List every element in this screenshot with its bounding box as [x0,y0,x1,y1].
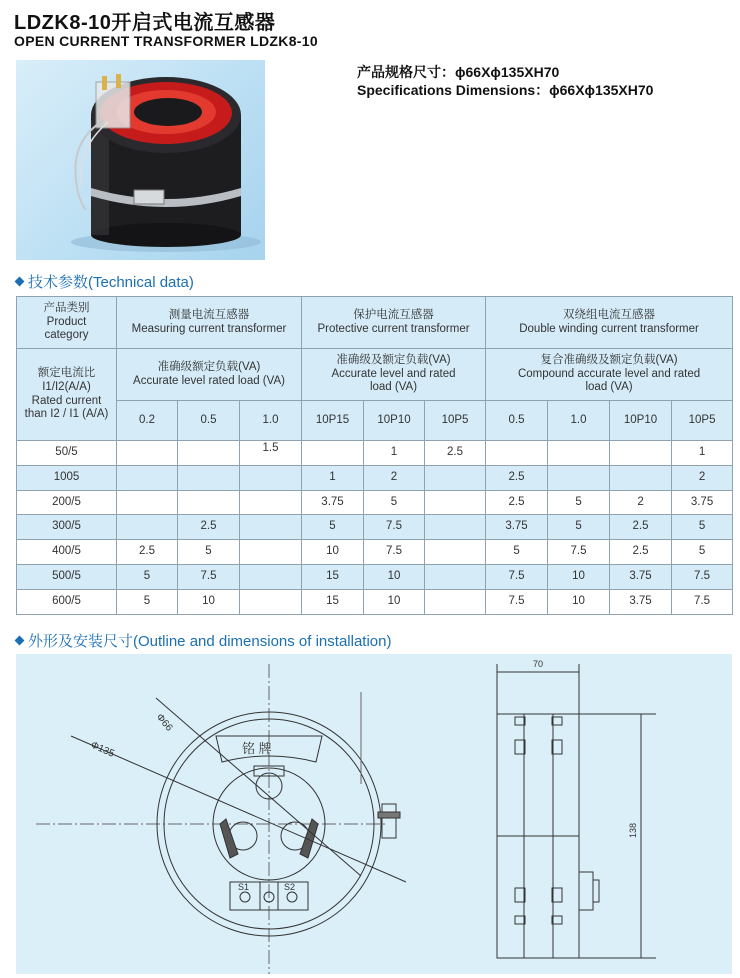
value-cell [425,465,486,490]
value-cell [240,490,302,515]
value-cell: 7.5 [178,564,240,589]
value-cell: 10 [548,589,610,614]
dim-phi135: Φ135 [88,739,116,760]
value-cell: 10 [364,564,425,589]
value-cell: 5 [672,515,733,540]
value-cell: 7.5 [364,540,425,565]
value-cell: 10 [302,540,364,565]
technical-data-table [16,296,733,615]
value-cell: 7.5 [364,515,425,540]
value-cell [178,441,240,466]
value-cell: 3.75 [610,564,672,589]
value-cell [240,589,302,614]
value-cell [486,441,548,466]
section-technical-label: 技术参数(Technical data) [28,274,194,291]
value-cell: 5 [672,540,733,565]
value-cell [425,515,486,540]
value-cell [240,515,302,540]
value-cell: 7.5 [672,564,733,589]
ratio-cell: 400/5 [17,540,117,565]
value-cell: 2.5 [486,490,548,515]
value-cell: 2.5 [610,515,672,540]
value-cell [178,490,240,515]
value-cell [117,515,178,540]
value-cell: 5 [302,515,364,540]
value-cell: 1 [364,441,425,466]
terminal-s1-label: S1 [238,882,250,892]
class-cell: 10P5 [672,401,733,441]
value-cell: 15 [302,564,364,589]
value-cell [425,490,486,515]
value-cell: 7.5 [486,589,548,614]
value-cell [425,564,486,589]
class-cell: 1.0 [240,401,302,441]
value-cell [240,564,302,589]
ratio-cell: 200/5 [17,490,117,515]
value-cell: 5 [364,490,425,515]
value-cell: 2 [672,465,733,490]
class-cell: 0.5 [486,401,548,441]
header-measuring: 测量电流互感器 Measuring current transformer [117,297,302,349]
value-cell: 10 [178,589,240,614]
value-cell [548,441,610,466]
value-cell: 2 [364,465,425,490]
value-cell: 5 [117,589,178,614]
class-cell: 0.5 [178,401,240,441]
value-cell [425,589,486,614]
value-cell: 1.5 [240,441,302,466]
value-cell: 3.75 [486,515,548,540]
class-cell: 10P5 [425,401,486,441]
value-cell: 7.5 [486,564,548,589]
value-cell: 5 [486,540,548,565]
table-row [17,540,733,565]
header-protective-sub: 准确级及额定负载(VA) Accurate level and rated load (VA) [302,349,486,401]
value-cell: 2.5 [486,465,548,490]
header-protective: 保护电流互感器 Protective current transformer [302,297,486,349]
value-cell: 5 [178,540,240,565]
table-row [17,564,733,589]
header-double: 双绕组电流互感器 Double winding current transformer [486,297,733,349]
nameplate-label: 铭 牌 [242,741,272,756]
value-cell: 7.5 [672,589,733,614]
page-title: LDZK8-10开启式电流互感器 [14,12,276,34]
value-cell: 2.5 [178,515,240,540]
value-cell [610,465,672,490]
section-technical-heading [16,271,194,292]
value-cell: 3.75 [302,490,364,515]
value-cell [117,441,178,466]
dim-width-label: 70 [533,659,544,669]
header-category: 产品类别 Product category [17,297,117,349]
dim-phi66: Φ66 [153,711,175,734]
value-cell: 7.5 [548,540,610,565]
product-photo [16,60,265,260]
spec-en: Specifications Dimensions：ϕ66Xϕ135XH70 [357,82,654,98]
class-cell: 10P10 [610,401,672,441]
value-cell [117,490,178,515]
header-double-sub: 复合准确级及额定负载(VA) Compound accurate level and rated load (VA) [486,349,733,401]
class-cell: 10P10 [364,401,425,441]
ratio-cell: 1005 [17,465,117,490]
table-row [17,589,733,614]
value-cell: 2 [610,490,672,515]
header-measuring-sub: 准确级额定负载(VA) Accurate level rated load (VA) [117,349,302,401]
value-cell: 1 [302,465,364,490]
table-row [17,441,733,466]
value-cell [240,540,302,565]
value-cell [425,540,486,565]
value-cell [117,465,178,490]
value-cell: 2.5 [425,441,486,466]
class-cell: 1.0 [548,401,610,441]
table-row [17,490,733,515]
value-cell: 1 [672,441,733,466]
value-cell: 5 [548,515,610,540]
value-cell [240,465,302,490]
ratio-cell: 300/5 [17,515,117,540]
value-cell: 3.75 [672,490,733,515]
value-cell: 5 [117,564,178,589]
table-row [17,515,733,540]
dim-height-label: 138 [628,822,638,838]
value-cell: 2.5 [610,540,672,565]
value-cell [302,441,364,466]
outline-drawing [16,654,732,974]
section-outline-label: 外形及安装尺寸(Outline and dimensions of installation) [28,633,392,650]
class-cell: 10P15 [302,401,364,441]
value-cell [548,465,610,490]
value-cell: 10 [364,589,425,614]
value-cell: 10 [548,564,610,589]
value-cell [610,441,672,466]
class-cell: 0.2 [117,401,178,441]
value-cell: 3.75 [610,589,672,614]
terminal-s2-label: S2 [284,882,296,892]
diamond-bullet-icon [15,276,25,286]
diamond-bullet-icon [15,635,25,645]
value-cell: 5 [548,490,610,515]
spec-cn: 产品规格尺寸：ϕ66Xϕ135XH70 [357,64,560,80]
value-cell [178,465,240,490]
ratio-cell: 600/5 [17,589,117,614]
header-rated: 额定电流比 I1/I2(A/A) Rated current than I2 / I1 (A/A) [17,349,117,441]
section-outline-heading [16,630,391,651]
page-subtitle: OPEN CURRENT TRANSFORMER LDZK8-10 [14,33,318,49]
value-cell: 15 [302,589,364,614]
ratio-cell: 50/5 [17,441,117,466]
ratio-cell: 500/5 [17,564,117,589]
value-cell: 2.5 [117,540,178,565]
table-row [17,465,733,490]
